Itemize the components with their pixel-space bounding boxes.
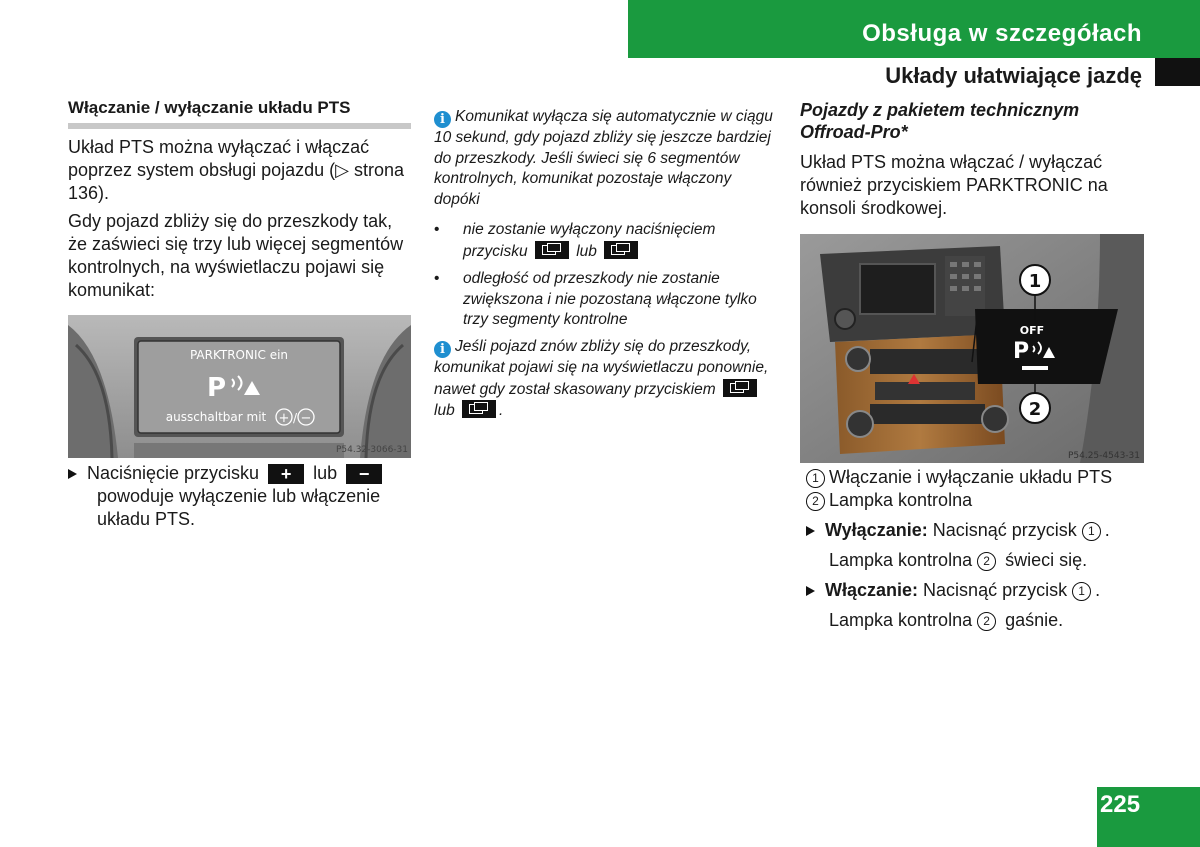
step-off-result-number: 2 <box>977 552 996 571</box>
note2-end: . <box>499 402 504 419</box>
off-label: OFF <box>1019 324 1045 337</box>
step-arrow-icon <box>806 586 815 596</box>
step-on-label: Włączanie: <box>825 580 919 600</box>
bullet-item-1-text <box>463 220 778 262</box>
info-note-2-text: Jeśli pojazd znów zbliży się do przeszkody, komunikat pojawi się na wyświetlaczu ponownie, nawet gdy został skasowany przyciskiem <box>434 338 769 398</box>
display-plus: + <box>278 411 290 426</box>
bullet-item-2 <box>434 269 778 331</box>
column1-paragraph-1: Układ PTS można wyłączać i włączać poprzez system obsługi pojazdu (▷ strona 136). <box>68 137 405 203</box>
plus-key: + <box>268 464 304 484</box>
display-minus: − <box>300 411 312 426</box>
legend-number-2: 2 <box>806 492 825 511</box>
step-off-result-a: Lampka kontrolna <box>829 550 973 570</box>
step-off-text: Nacisnąć przycisk <box>932 520 1077 540</box>
step-on-result <box>829 610 1063 631</box>
bullet1-text-a: nie zostanie wyłączony naciśnięciem przycisku <box>463 221 716 260</box>
step-on: Włączanie: Nacisnąć przycisk 1 . <box>806 580 1100 601</box>
info-note-1-text: Komunikat wyłącza się automatycznie w ciągu 10 sekund, gdy pojazd zbliży się jeszcze bardziej do przeszkody. Jeśli świeci się 6 segmentów kontrolnych, komunikat pozostaje włączony dopóki <box>434 108 773 208</box>
step-on-result-b: gaśnie. <box>1005 610 1064 630</box>
step-on-number: 1 <box>1072 582 1091 601</box>
section-marker <box>1155 58 1200 86</box>
step-lub: lub <box>313 463 338 483</box>
heading-rule <box>68 123 411 129</box>
display-button-icon <box>604 241 638 259</box>
display-button-icon <box>723 379 757 397</box>
minus-key: − <box>346 464 382 484</box>
page-number: 225 <box>1100 791 1141 818</box>
legend-text-2: Lampka kontrolna <box>829 490 973 510</box>
callout-1: 1 <box>1028 271 1042 292</box>
display-line3: ausschaltbar mit <box>165 410 267 424</box>
step-off-result-b: świeci się. <box>1005 550 1088 570</box>
step-on-text: Nacisnąć przycisk <box>923 580 1068 600</box>
figure1-code: P54.32-3066-31 <box>335 445 408 455</box>
legend-item-2 <box>806 489 1151 512</box>
step-on-result-number: 2 <box>977 612 996 631</box>
step-arrow-icon <box>806 526 815 536</box>
column3-paragraph: Układ PTS można włączać / wyłączać również przyciskiem PARKTRONIC na konsoli środkowej. <box>800 152 1108 218</box>
chapter-title: Obsługa w szczegółach <box>862 20 1142 47</box>
column3-heading: Pojazdy z pakietem technicznym Offroad-Pro* <box>800 100 1080 142</box>
display-line1: PARKTRONIC ein <box>189 348 289 362</box>
step-off: Wyłączanie: Nacisnąć przycisk 1 . <box>806 520 1110 541</box>
center-console-figure <box>800 234 1144 463</box>
svg-text:/: / <box>293 411 298 425</box>
step-arrow-icon <box>68 469 77 479</box>
column1-heading: Włączanie / wyłączanie układu PTS <box>68 98 351 117</box>
bullet-dot: • <box>434 221 440 238</box>
bullet1-lub: lub <box>576 242 597 260</box>
section-title: Układy ułatwiające jazdę <box>885 63 1142 88</box>
info-note-2 <box>434 337 778 422</box>
display-button-icon <box>462 400 496 418</box>
info-icon: i <box>434 341 451 358</box>
step-text-1: Naciśnięcie przycisku <box>87 463 260 483</box>
step-text-2: powoduje wyłączenie lub włączenie układu PTS. <box>97 486 381 529</box>
p-label: P <box>1012 339 1030 364</box>
column1-step <box>68 462 411 531</box>
step-off-number: 1 <box>1082 522 1101 541</box>
info-icon: i <box>434 111 451 128</box>
display-p-symbol: P <box>206 373 226 403</box>
legend-text-1: Włączanie i wyłączanie układu PTS <box>829 467 1113 487</box>
bullet-item-2-text: odległość od przeszkody nie zostanie zwiększona i nie pozostaną włączone tylko trzy segmenty kontrolne <box>463 270 757 328</box>
bullet-dot: • <box>434 270 440 287</box>
callout-2: 2 <box>1028 399 1042 420</box>
note2-lub: lub <box>434 402 455 419</box>
step-off-result <box>829 550 1087 571</box>
legend-number-1: 1 <box>806 469 825 488</box>
display-button-icon <box>535 241 569 259</box>
bullet-item-1 <box>434 220 778 262</box>
step-on-result-a: Lampka kontrolna <box>829 610 973 630</box>
step-off-label: Wyłączanie: <box>825 520 928 540</box>
instrument-cluster-figure <box>68 315 411 458</box>
legend-item-1 <box>806 466 1151 489</box>
info-note-1 <box>434 107 778 210</box>
column1-paragraph-2: Gdy pojazd zbliży się do przeszkody tak, że zaświeci się trzy lub więcej segmentów kontrolnych, na wyświetlaczu pojawi się komunikat: <box>68 211 404 300</box>
figure2-code: P54.25-4543-31 <box>1067 451 1140 461</box>
